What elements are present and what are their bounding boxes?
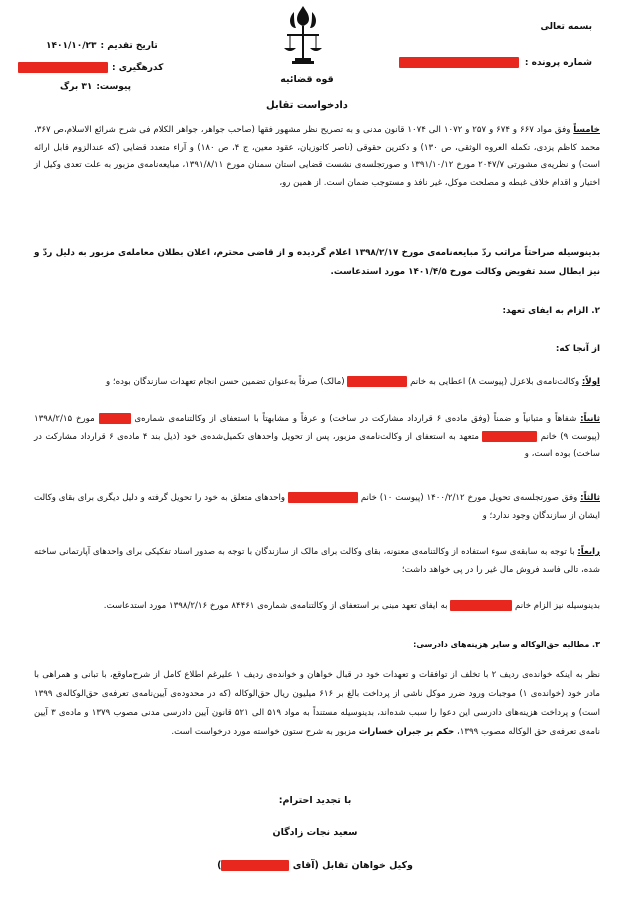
item-3-text-a: وفق صورتجلسه‌ی تحویل مورخ ۱۴۰۰/۲/۱۲ (پیوست ۱۰) خانم xyxy=(357,493,581,503)
conclusion-1: بدینوسیله صراحتاً مراتب ردّ مبایعه‌نامه‌ی مورخ ۱۳۹۸/۲/۱۷ اعلام گردیده و از قاضی محترم، اعلان بطلان معامله‌ی مزبور به دلیل ردّ و نیز ابطال سند تفویض وکالت مورخ ۱۴۰۱/۴/۵ مورد استدعاست. xyxy=(34,248,600,277)
section-2-conclusion xyxy=(34,598,600,616)
tracking-label: کدرهگیری : xyxy=(112,62,164,73)
conclusion-2-text-a: بدینوسیله نیز الزام خانم xyxy=(512,601,600,611)
section-3-heading: ۳. مطالبه حق‌الوکاله و سایر هزینه‌های دادرسی: xyxy=(413,640,600,649)
judiciary-emblem xyxy=(281,4,325,70)
section-3-end: مزبور به شرح ستون خواسته مورد درخواست است. xyxy=(171,727,359,737)
section-3-bold: حکم بر جبران خسارات xyxy=(358,727,455,737)
item-3-text-b: واحدهای متعلق به خود را تحویل گرفته و دلیل دیگری برای بقای وکالت ایشان از سازندگان وجود ندارد؛ و xyxy=(34,493,600,521)
number-redaction xyxy=(99,413,131,424)
name-redaction xyxy=(347,376,407,387)
date-row xyxy=(46,41,158,51)
name-redaction xyxy=(482,431,537,442)
section-2-subheading: از آنجا که: xyxy=(555,344,600,354)
date-label: تاریخ تقدیم : xyxy=(100,41,158,51)
tracking-row xyxy=(18,62,163,73)
section-2-item-1 xyxy=(34,374,600,392)
emblem-icon xyxy=(281,4,325,70)
item-2-text-c: متعهد به استعفای از وکالت‌نامه‌ی مزبور، پس از تحویل واحدهای تکمیل‌شده‌ی خود (ذیل بند ۴ ماده‌ی ۶ قرارداد مشارکت در ساخت) بوده است، و xyxy=(34,431,600,459)
attachment-label: پیوست: xyxy=(96,82,132,92)
attachment-value: ۳۱ برگ xyxy=(60,82,93,92)
conclusion-2-text-b: به ایفای تعهد مبنی بر استعفای از وکالتنامه‌ی شماره‌ی ۸۴۴۶۱ مورخ ۱۳۹۸/۲/۱۶ مورد استدعاست. xyxy=(103,601,451,611)
name-redaction xyxy=(450,600,512,611)
item-1-lead: اولاً: xyxy=(581,377,600,387)
case-number-redaction xyxy=(399,57,519,68)
item-2-lead: ثانیاً: xyxy=(580,414,600,424)
attachment-row xyxy=(60,82,131,92)
intro-paragraph xyxy=(34,122,600,192)
item-3-lead: ثالثاً: xyxy=(580,493,600,503)
item-1-text-b: (مالک) صرفاً به‌عنوان تضمین حسن انجام تعهدات سازندگان بوده؛ و xyxy=(106,377,348,387)
item-2-text-b: مورخ ۱۳۹۸/۲/۱۵ (پیوست ۹) خانم xyxy=(34,414,601,442)
section-2-item-4 xyxy=(34,544,600,579)
doc-title: دادخواست تقابل xyxy=(266,100,348,111)
besmeh-text: بسمه تعالی xyxy=(540,22,592,32)
closing-regards: با تجدید احترام: xyxy=(278,795,352,806)
signatory-role xyxy=(150,860,480,871)
section-3-paragraph xyxy=(34,666,600,742)
item-4-lead: رابعاً: xyxy=(577,547,600,557)
section-2-heading: ۲. الزام به ایفای تعهد: xyxy=(502,306,600,316)
case-number-row xyxy=(399,57,592,68)
intro-text: وفق مواد ۶۶۷ و ۶۷۴ و ۲۵۷ و ۱۰۷۲ الی ۱۰۷۴ قانون مدنی و به تصریح نظر مشهور فقها (صاحب جواهر، جواهر الکلام فی شرح شرائع الاسلام،ص ۳۶۷، محمد کاظم یزدی، تکمله العروه الوثقی، ص ۱۳۰) و دکترین حقوقی (ناصر کاتوزیان، عقود معین، ج ۴، ص ۱۸۰) و آراء متعدد قضایی (که عندالزوم قابل ارائه است) و نظریه‌ی مشورتی ۲۰۴۷/۷ مورخ ۱۳۹۱/۱۰/۱۲ و صورتجلسه‌ی نشست قضایی استان سمنان مورخ ۱۳۹۱/۸/۱۱، مبایعه‌نامه‌ی مزبور به علت تعدی وکیل از اختیار و اقدام خلاف غبطه و مصلحت موکل، غیر نافذ و مستوجب ضمان است. از همین رو، xyxy=(34,125,601,188)
client-name-redaction xyxy=(221,860,289,871)
item-1-text-a: وکالت‌نامه‌ی بلاعزل (پیوست ۸) اعطایی به خانم xyxy=(407,377,582,387)
intro-lead: خامساً xyxy=(573,125,600,135)
role-text-a: وکیل خواهان تقابل (آقای xyxy=(289,860,413,871)
section-3-text: نظر به اینکه خوانده‌ی ردیف ۲ با تخلف از توافقات و تعهدات خود در قبال خواهان و خوانده‌ی ردیف ۱ علیرغم اطلاع کامل از شرح‌ماوقع، با تبانی و همراهی با مادر خود (خوانده‌ی ۱) موجبات ورود ضرر موکل ناشی از پرداخت بالغ بر ۶۱۶ میلیون ریال حق‌الوکاله (که در محدوده‌ی آیین‌نامه‌ی تعرفه‌ی حق‌الوکاله‌ی ۱۳۹۹ است) و پرداخت هزینه‌های دادرسی این دعوا را سبب شده‌اند، بدینوسیله مستنداً به مواد ۵۱۹ الی ۵۲۱ قانون آیین دادرسی مدنی مصوب ۱۳۷۹ و ماده‌ی ۳ آیین نامه‌ی تعرفه‌ی حق الوکاله مصوب ۱۳۹۹، xyxy=(34,670,600,737)
name-redaction xyxy=(288,492,358,503)
date-value: ۱۴۰۱/۱۰/۲۳ xyxy=(46,41,97,51)
case-number-label: شماره پرونده : xyxy=(524,57,592,68)
item-2-text-a: شفاهاً و متبانیاً و ضمناً (وفق ماده‌ی ۶ قرارداد مشارکت در ساخت) و عرفاً و مشابهتاً با استعفای از وکالتنامه‌ی شماره‌ی xyxy=(130,414,581,424)
signatory-name: سعید نجات زادگان xyxy=(272,827,358,838)
section-2-item-2 xyxy=(34,411,600,464)
org-name: قوه قضائیه xyxy=(280,74,334,85)
section-2-item-3 xyxy=(34,490,600,525)
item-4-text: با توجه به سابقه‌ی سوء استفاده از وکالتنامه‌ی معنونه، بقای وکالت برای مالک از سازندگان با توجه به صدور اسناد تفکیکی برای واحدهای آپارتمانی ساخته شده، تالی فاسد فروش مال غیر را در پی خواهد داشت؛ xyxy=(34,547,600,575)
role-text-b: ) xyxy=(217,860,222,871)
tracking-redaction xyxy=(18,62,108,73)
